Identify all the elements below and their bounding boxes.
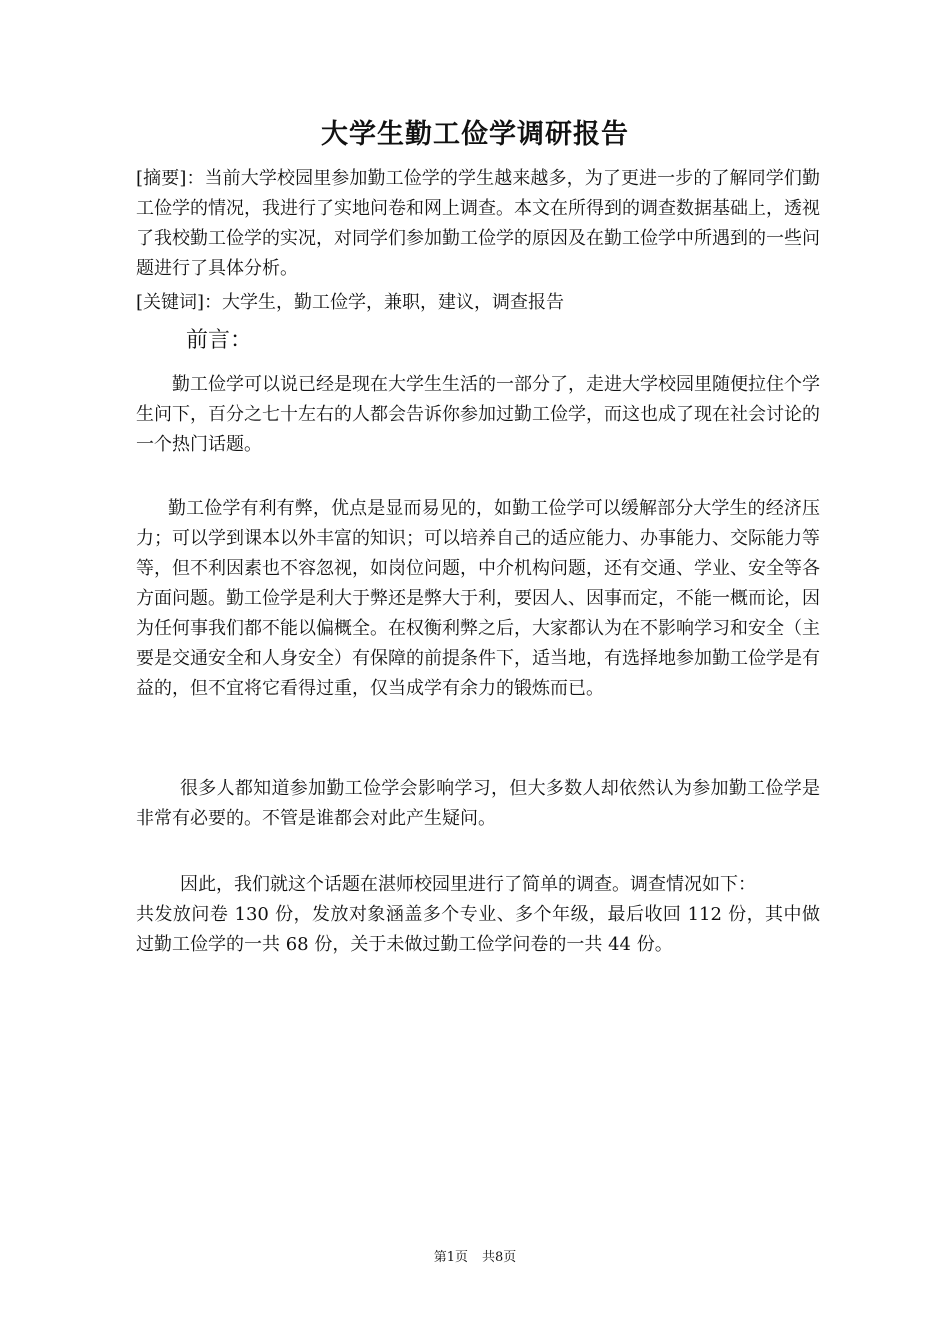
- paragraph-2: 勤工俭学有利有弊，优点是显而易见的，如勤工俭学可以缓解部分大学生的经济压力；可以学到课本以外丰富的知识；可以培养自己的适应能力、办事能力、交际能力等等，但不利因素也不容忽视，如岗位问题，中介机构问题，还有交通、学业、安全等各方面问题。勤工俭学是利大于弊还是弊大于利，要因人、因事而定，不能一概而论，因为任何事我们都不能以偏概全。在权衡利弊之后，大家都认为在不影响学习和安全（主要是交通安全和人身安全）有保障的前提条件下，适当地，有选择地参加勤工俭学是有益的，但不宜将它看得过重，仅当成学有余力的锻炼而已。: [136, 498, 820, 699]
- survey-statistics: 共发放问卷 130 份，发放对象涵盖多个专业、多个年级，最后收回 112 份，其中做过勤工俭学的一共 68 份，关于未做过勤工俭学问卷的一共 44 份。: [136, 904, 820, 955]
- abstract: [摘要]：当前大学校园里参加勤工俭学的学生越来越多，为了更进一步的了解同学们勤工俭学的情况，我进行了实地问卷和网上调查。本文在所得到的调查数据基础上，透视了我校勤工俭学的实况，对同学们参加勤工俭学的原因及在勤工俭学中所遇到的一些问题进行了具体分析。: [136, 168, 820, 279]
- document-title: 大学生勤工俭学调研报告: [321, 119, 629, 150]
- preface-heading: 前言：: [186, 328, 253, 353]
- survey-intro: 因此，我们就这个话题在湛师校园里进行了简单的调查。调查情况如下：: [180, 874, 756, 895]
- keywords: [关键词]：大学生，勤工俭学，兼职，建议，调查报告: [136, 292, 565, 313]
- page-footer: [0, 1249, 950, 1267]
- paragraph-4: [136, 870, 820, 960]
- page-total: 共8页: [482, 1250, 517, 1265]
- paragraph-1: 勤工俭学可以说已经是现在大学生生活的一部分了，走进大学校园里随便拉住个学生问下，百分之七十左右的人都会告诉你参加过勤工俭学，而这也成了现在社会讨论的一个热门话题。: [136, 374, 820, 455]
- page-number: 第1页: [433, 1250, 468, 1265]
- paragraph-3: 很多人都知道参加勤工俭学会影响学习，但大多数人却依然认为参加勤工俭学是非常有必要的。不管是谁都会对此产生疑问。: [136, 778, 820, 829]
